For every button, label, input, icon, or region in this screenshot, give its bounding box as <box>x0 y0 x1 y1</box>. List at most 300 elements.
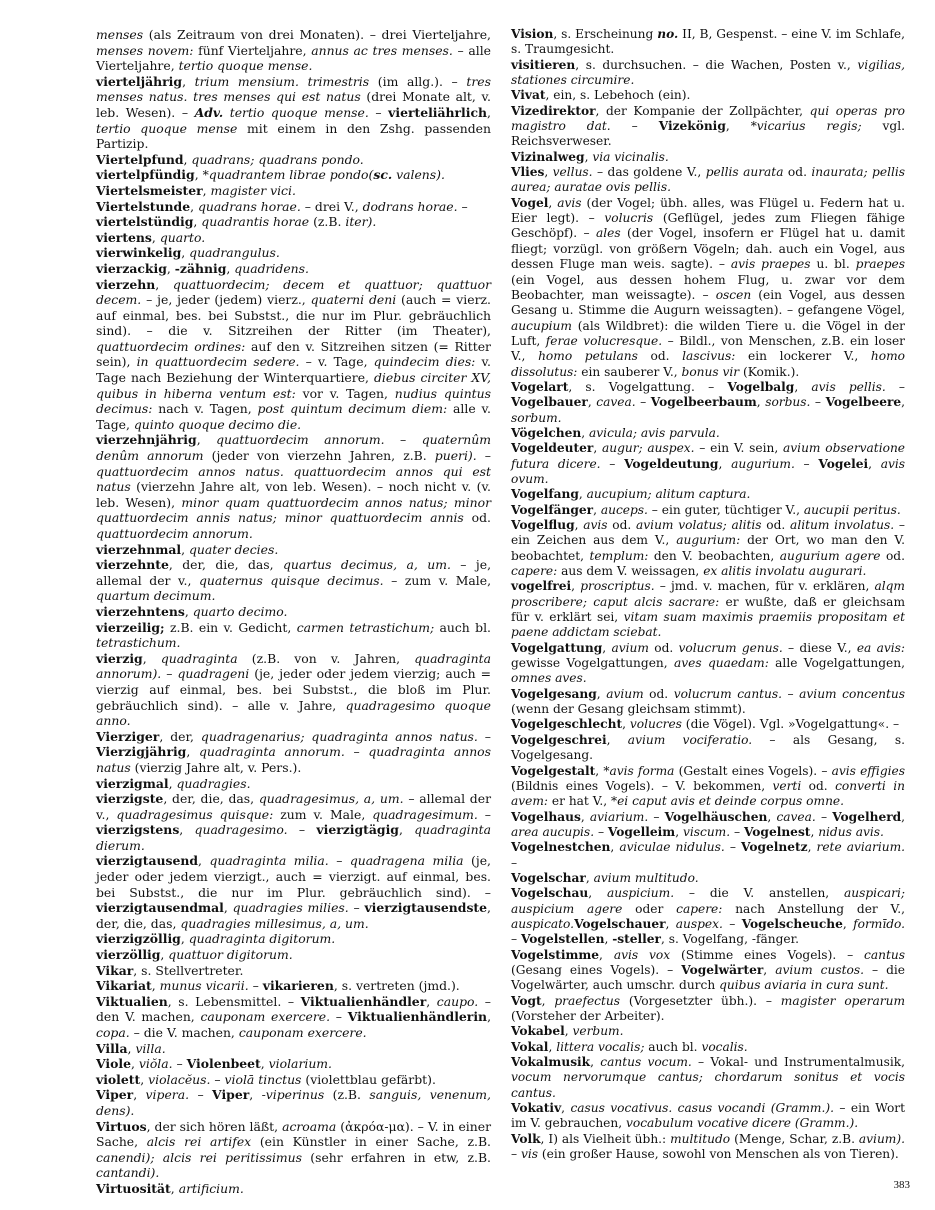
gloss-text: , <box>260 1056 269 1072</box>
latin-term: ex alitis involatu augurari. <box>703 564 867 579</box>
headword: Vogel <box>511 195 549 210</box>
latin-term: ea avis: <box>856 640 905 655</box>
dictionary-entry <box>96 152 491 168</box>
gloss-text: , s. Stellvertreter. <box>133 962 244 978</box>
headword: vierteljährig <box>96 73 183 89</box>
gloss-text: auch bl. <box>434 619 491 635</box>
headword: violett <box>96 1071 141 1087</box>
gloss-text: , <box>179 822 195 838</box>
gloss-text: , <box>584 149 593 164</box>
gloss-text: , <box>574 518 584 532</box>
headword: Vizekönig <box>658 119 726 134</box>
gloss-text: (Vorsteher der Arbeiter). <box>511 1009 665 1023</box>
latin-term: avium observatione futura dicere. <box>511 441 906 471</box>
headword: Viper <box>96 1087 134 1103</box>
gloss-text: – <box>457 198 468 214</box>
dictionary-entry <box>511 518 905 579</box>
headword: Vogelscheuche <box>741 916 843 931</box>
latin-term: quadraginta dierum. <box>96 822 491 853</box>
headword: vierzackig <box>96 260 167 276</box>
headword: vikarieren <box>262 978 334 994</box>
gloss-text: , <box>182 73 195 89</box>
latin-term: via vicinalis. <box>592 149 669 164</box>
headword: Vögelchen <box>511 425 582 440</box>
latin-term: avis pellis. <box>811 379 886 394</box>
gloss-text: , s. Erscheinung <box>553 27 658 41</box>
latin-term: quinto quoque decimo die. <box>133 416 302 432</box>
latin-term: bonus vir <box>681 364 740 379</box>
headword: Vogelstimme <box>511 947 600 962</box>
dictionary-entry <box>511 1024 905 1039</box>
latin-term: valens). <box>392 167 445 183</box>
gloss-text: alle Vogelgattungen, <box>768 656 905 671</box>
gloss-text: – Vokal- und Instrumentalmusik, <box>691 1055 906 1070</box>
latin-term: ferae volucresque. <box>545 333 663 348</box>
gloss-text: – <box>384 432 422 448</box>
gloss-text: – ein guter, tüchtiger V., <box>647 502 804 517</box>
gloss-text: – <box>368 104 389 120</box>
dictionary-entry <box>96 245 491 261</box>
dictionary-entry <box>96 853 491 931</box>
headword: vierzigtausendste <box>364 900 488 916</box>
dictionary-entry <box>511 687 905 718</box>
dictionary-entry <box>96 729 491 776</box>
latin-term: inaurata; pellis aurea; auratae ovis pellis. <box>511 165 906 195</box>
latin-term: caupo. <box>436 993 479 1009</box>
gloss-text: – <box>724 840 742 855</box>
latin-term: quadragesimus quisque: <box>116 806 274 822</box>
gloss-text: – <box>610 119 659 134</box>
latin-term: quadridens. <box>234 260 309 276</box>
latin-term: quadrantis horae <box>201 214 310 230</box>
latin-term: avicula; avis parvula. <box>589 425 720 440</box>
latin-term: volucris <box>604 211 654 226</box>
latin-term: avium vociferatio. <box>627 732 753 747</box>
dictionary-entry <box>96 931 491 947</box>
latin-term: violā tinctus <box>224 1071 302 1087</box>
gloss-text: (als Wildbret): die wilden Tiere u. die Vögel in der Luft, <box>511 318 905 348</box>
latin-term: littera vocalis; <box>556 1039 645 1054</box>
latin-term: alitum involatus. <box>790 518 895 532</box>
headword: vierzigzöllig <box>96 931 181 947</box>
latin-term: quadragesimum. <box>372 806 478 822</box>
gloss-text: – <box>594 824 608 839</box>
dictionary-entry <box>96 214 491 230</box>
latin-term: quadrangulus. <box>189 245 280 261</box>
gloss-text: , <box>675 824 683 839</box>
latin-term: no. <box>657 27 679 41</box>
latin-term: vocabulum vocative dicere (Gramm.). <box>626 1116 859 1131</box>
gloss-text: – <box>348 900 365 916</box>
latin-term: vis <box>520 1147 539 1162</box>
gloss-text: , <box>183 151 192 167</box>
gloss-text: – <box>810 395 826 410</box>
gloss-text: – <box>511 932 521 947</box>
dictionary-entry <box>511 27 905 58</box>
latin-term: quadragesimo quoque anno. <box>96 697 491 729</box>
latin-term: oscen <box>715 287 752 302</box>
gloss-text: , <box>140 1071 149 1087</box>
gloss-text: – als Gesang, s. Vogelgesang. <box>511 732 905 763</box>
dictionary-entry <box>511 165 905 196</box>
headword: Vogelgeschrei <box>511 732 607 747</box>
dictionary-entry <box>511 487 905 502</box>
headword: Vision <box>511 27 554 41</box>
gloss-text: nach v. Tagen, <box>152 401 258 417</box>
gloss-text: (drei Monate alt, v. leb. Wesen). – <box>96 89 491 120</box>
gloss-text: , <box>186 744 199 760</box>
gloss-text: (ἀκρόα-μα). – V. in einer Sache, <box>96 1118 491 1150</box>
dictionary-entry <box>96 167 491 183</box>
gloss-text: gewisse Vogelgattungen, <box>511 656 674 671</box>
dictionary-entry <box>511 88 905 103</box>
latin-term: violacĕus. <box>148 1071 211 1087</box>
latin-term: avium). <box>858 1131 905 1146</box>
gloss-text: od. <box>801 778 836 793</box>
latin-term: *quadrantem librae pondo( <box>202 167 374 183</box>
latin-term: post quintum decimum diem: <box>257 401 448 417</box>
latin-term: quadragenarius; quadraginta annos natus. <box>200 728 478 744</box>
headword: Vogelwärter <box>681 962 764 977</box>
latin-term: menses <box>96 27 144 42</box>
headword: Viertelstunde <box>96 198 191 214</box>
latin-term: violarium. <box>268 1056 332 1072</box>
gloss-text: , <box>184 603 193 619</box>
gloss-text: ein lockerer V., <box>735 349 871 364</box>
gloss-text: , <box>548 195 558 210</box>
headword: Vogelleim <box>607 824 676 839</box>
headword: Vogelart <box>511 379 569 394</box>
latin-term: tertio quoque mense. <box>229 104 369 120</box>
latin-term: augurium. <box>731 456 795 471</box>
latin-term: ales <box>595 226 621 241</box>
gloss-text: , <box>133 1087 146 1103</box>
latin-term: quattuordecim annorum. <box>216 432 385 448</box>
gloss-text: , s. Vogelfang, -fänger. <box>660 932 799 947</box>
gloss-text: vor v. Tagen, <box>295 385 395 401</box>
dictionary-entry <box>511 1132 905 1163</box>
gloss-text: od. <box>463 510 491 526</box>
gloss-text <box>223 105 230 120</box>
headword: Vikariat <box>96 978 152 994</box>
latin-term: munus vicarii. <box>159 978 249 994</box>
dictionary-entry <box>511 58 905 89</box>
gloss-text: (ein großer Hause, sowohl von Menschen als von Tieren). <box>538 1147 899 1162</box>
latin-term: quaterni deni <box>310 292 397 308</box>
gloss-text: , <box>794 379 812 394</box>
headword: vierzehn <box>96 276 156 292</box>
gloss-text: od. <box>880 548 905 563</box>
gloss-text: oder <box>622 901 677 916</box>
gloss-text: – <box>248 978 263 994</box>
gloss-text: (vierzehn Jahre alt, von leb. Wesen). – noch nicht v. (v. leb. Wesen), <box>96 479 491 510</box>
latin-term: carmen tetrastichum; <box>296 619 435 635</box>
latin-term: vocum nervorumque cantus; chordarum sonitus et vocis cantus. <box>511 1070 905 1100</box>
gloss-text: (Bildnis eines Vogels). – V. bekommen, <box>511 778 773 793</box>
latin-term: auspicium. <box>607 886 675 901</box>
dictionary-entry <box>96 1181 491 1197</box>
dictionary-entry <box>96 557 491 604</box>
right-column <box>511 27 905 1162</box>
latin-term: quattuor digitorum. <box>168 947 293 963</box>
gloss-text: , <box>595 763 604 778</box>
gloss-text: (der Vogel, insofern er Flügel hat u. damit fliegt; vorzügl. von größern Vögeln; dah. auch ein Vogel, aus dessen Fluge man weis. sagte). – <box>511 226 905 272</box>
headword: Vlies <box>511 165 545 180</box>
headword: vierzehntens <box>96 603 185 619</box>
gloss-text: , <box>249 1087 262 1103</box>
gloss-text: (der Vogel; übh. alles, was Flügel u. Federn hat u. Eier legt). – <box>511 195 905 226</box>
gloss-text: , <box>604 932 613 947</box>
dictionary-entry <box>96 261 491 277</box>
dictionary-entry <box>511 1101 905 1132</box>
gloss-text: – <box>794 456 819 471</box>
headword: Vierziger <box>96 728 160 744</box>
gloss-text: – <box>287 822 317 838</box>
gloss-text: (ein Vogel, aus dessen hohem Flug, u. zwar vor dem Beobachter, man weissagte). – <box>511 272 905 302</box>
latin-term: quadraginta annorum. <box>198 744 345 760</box>
gloss-text: – zum v. Male, <box>383 572 492 588</box>
gloss-text: – die V. anstellen, <box>674 886 845 901</box>
gloss-text: , <box>190 198 198 214</box>
latin-term: quadraginta annorum). <box>96 650 491 682</box>
latin-term: vigilias, stationes circumire. <box>511 57 905 88</box>
latin-term: templum: <box>589 548 649 563</box>
gloss-text: (Komik.). <box>739 364 800 379</box>
gloss-text: z.B. ein v. Gedicht, <box>164 619 297 635</box>
gloss-text: , <box>767 809 777 824</box>
headword: vierzigtausend <box>96 853 199 869</box>
gloss-text: v. Tage nach Beziehung der Winterquartiere, <box>96 354 491 386</box>
gloss-text: – <box>328 853 350 869</box>
gloss-text: (violettblau gefärbt). <box>301 1071 436 1087</box>
gloss-text: , <box>564 1024 573 1039</box>
latin-term: avium volatus; alitis <box>636 518 762 532</box>
latin-term: lascivus: <box>682 349 736 364</box>
gloss-text: , <box>581 425 590 440</box>
dictionary-entry <box>511 733 905 764</box>
latin-term: cauponam exercere. <box>200 1009 331 1025</box>
latin-term: quarto. <box>159 229 206 245</box>
dictionary-entry <box>511 994 905 1025</box>
headword: vierteliährlich <box>388 104 488 120</box>
latin-term: annus ac tres menses. <box>311 42 453 58</box>
gloss-text: (vierzig Jahre alt, v. Pers.). <box>130 759 302 775</box>
latin-term: quattuordecim ordines: <box>96 338 246 354</box>
gloss-text: – drei V., <box>300 198 363 214</box>
headword: Vogelnestchen <box>511 840 611 855</box>
latin-term: quadraginta digitorum. <box>188 931 336 947</box>
headword: Viktualienhändler <box>300 993 427 1009</box>
latin-term: verbum. <box>572 1024 624 1039</box>
latin-term: artificium. <box>178 1180 244 1196</box>
dictionary-entry <box>96 994 491 1041</box>
latin-term: avium <box>606 686 644 701</box>
gloss-text: , <box>718 456 732 471</box>
latin-term: volucrum cantus. <box>673 686 783 701</box>
latin-term: aviarium. <box>589 809 649 824</box>
gloss-text: od. <box>643 686 674 701</box>
headword: Villa <box>96 1040 128 1056</box>
gloss-text: – ein Zeichen aus dem V., <box>511 518 906 548</box>
gloss-text: , <box>810 824 819 839</box>
latin-term: praepes <box>855 257 906 272</box>
headword: Vogelei <box>818 456 869 471</box>
gloss-text: , <box>487 1009 492 1025</box>
gloss-text: , <box>223 900 233 916</box>
latin-term: pellis aurata <box>705 165 784 180</box>
headword: Viktualienhändlerin <box>347 1009 488 1025</box>
gloss-text: , <box>756 395 766 410</box>
latin-term: quadragesimo. <box>194 822 288 838</box>
gloss-text: – <box>600 456 625 471</box>
dictionary-entry <box>511 948 905 994</box>
gloss-text: (Menge, Schar, z.B. <box>730 1131 859 1146</box>
latin-term: auspicato. <box>511 916 575 931</box>
latin-term: formīdo. <box>853 916 906 931</box>
latin-term: sanguis, venenum, dens). <box>96 1087 491 1118</box>
gloss-text: od. <box>637 349 683 364</box>
headword: Vogelgattung <box>511 640 603 655</box>
gloss-text: , <box>548 1039 557 1054</box>
gloss-text: , <box>196 432 217 448</box>
left-column <box>96 27 491 1197</box>
gloss-text: – <box>885 379 906 394</box>
latin-term: area aucupis. <box>511 824 595 839</box>
gloss-text: , <box>226 260 235 276</box>
headword: Vogelbauer <box>511 395 588 410</box>
latin-term: quadragesimus, a, um. <box>258 791 404 807</box>
gloss-text: er hat V., <box>548 794 611 809</box>
gloss-text: , <box>593 441 602 456</box>
gloss-text: , <box>561 1101 571 1116</box>
gloss-text: ein sauberer V., <box>577 364 682 379</box>
headword: Virtuos <box>96 1118 147 1134</box>
latin-term: praefectus <box>554 993 621 1008</box>
gloss-text: od. <box>783 165 812 180</box>
latin-term: auspex. <box>675 916 723 931</box>
headword: -steller <box>612 932 661 947</box>
gloss-text: , <box>842 916 854 931</box>
gloss-text: , <box>599 947 614 962</box>
dictionary-entry <box>511 717 905 732</box>
headword: Volk <box>511 1131 541 1146</box>
dictionary-entry <box>511 441 905 487</box>
gloss-text: od. <box>607 518 637 532</box>
headword: Vokal <box>511 1039 549 1054</box>
latin-term: in quattuordecim sedere. <box>136 354 300 370</box>
headword: vierzehnmal <box>96 541 182 557</box>
gloss-text: – <box>172 1056 187 1072</box>
gloss-text: – <box>344 744 369 760</box>
gloss-text: , <box>198 853 210 869</box>
dictionary-entry <box>96 1072 491 1088</box>
dictionary-entry <box>96 542 491 558</box>
headword: vierzehnte <box>96 557 169 573</box>
latin-term: sorbus. <box>765 395 811 410</box>
latin-term: sorbum. <box>511 410 562 425</box>
latin-term: *vicarius regis; <box>750 119 862 134</box>
gloss-text: , <box>170 1180 179 1196</box>
dictionary-entry <box>96 432 491 541</box>
latin-term: quadragies milies. <box>232 900 349 916</box>
headword: Vokabel <box>511 1024 565 1039</box>
gloss-text: , <box>398 822 415 838</box>
gloss-text: – ein Wort im V. gebrauchen, <box>511 1101 906 1131</box>
latin-term: vellus. <box>552 165 593 180</box>
latin-term: quaternus quisque decimus. <box>198 572 384 588</box>
dictionary-entry <box>511 641 905 687</box>
gloss-text: , <box>580 809 590 824</box>
headword: Vogelherd <box>832 809 902 824</box>
gloss-text: , <box>588 886 607 901</box>
latin-term: quater decies. <box>189 541 279 557</box>
latin-term: villa. <box>135 1040 166 1056</box>
dictionary-entry <box>511 426 905 441</box>
headword: Vogelgesang <box>511 686 597 701</box>
headword: Vierzigjährig <box>96 744 187 760</box>
latin-term: multitudo <box>670 1131 731 1146</box>
latin-term: quartum decimum. <box>96 588 216 604</box>
headword: Vogelbeerbaum <box>650 395 757 410</box>
latin-term: magister vici. <box>210 182 296 198</box>
headword: Vizinalweg <box>511 149 585 164</box>
gloss-text: – ein V. sein, <box>694 441 784 456</box>
gloss-text: – <box>477 728 491 744</box>
latin-term: cantus <box>864 947 905 962</box>
latin-term: avium custos. <box>775 962 864 977</box>
latin-term: quarto decimo. <box>192 603 288 619</box>
latin-term: quattuordecim annorum. <box>96 526 253 541</box>
gloss-text: (Gestalt eines Vogels). – <box>674 763 832 778</box>
gloss-text: , <box>763 962 776 977</box>
latin-term: -viperinus <box>261 1087 325 1103</box>
gloss-text: – jmd. v. machen, für v. erklären, <box>654 579 875 594</box>
headword: Vogelbeere <box>825 395 902 410</box>
latin-term: magister operarum <box>780 993 906 1008</box>
gloss-text: , <box>151 229 160 245</box>
gloss-text: , <box>606 732 628 747</box>
headword: Vogelhaus <box>511 809 581 824</box>
dictionary-entry <box>96 199 491 215</box>
page-number: 383 <box>893 1179 910 1191</box>
gloss-text: – <box>161 666 178 682</box>
gloss-text: , <box>142 650 161 666</box>
gloss-text: (jeder von vierzehn Jahren, z.B. <box>203 448 435 464</box>
latin-term: vipera. <box>145 1087 190 1103</box>
latin-term: avis praepes <box>730 257 811 272</box>
gloss-text: (als Zeitraum von drei Monaten). – drei Vierteljahre, <box>143 27 491 42</box>
latin-term: tetrastichum. <box>96 635 181 651</box>
latin-term: capere: <box>511 564 558 579</box>
headword: vierwinkelig <box>96 245 182 261</box>
gloss-text: – Bildl., von Menschen, z.B. ein loser V., <box>511 333 905 364</box>
dictionary-entry <box>511 886 905 947</box>
gloss-text: , der sich hören läßt, <box>146 1118 283 1134</box>
headword: Vogelgestalt <box>511 763 596 778</box>
gloss-text: , <box>585 870 594 885</box>
gloss-text: – je, jeder (jedem) vierz., <box>141 292 311 308</box>
latin-term: tertio quoque mense <box>96 120 238 136</box>
dictionary-entry <box>511 196 905 380</box>
gloss-text: – <box>330 1009 348 1025</box>
gloss-text: alle v. Tage, <box>96 401 491 432</box>
gloss-text: nach Anstellung der V., <box>722 901 905 916</box>
gloss-text: (sehr erfahren in etw, z.B. <box>302 1149 491 1165</box>
headword: Vogelflug <box>511 518 575 532</box>
latin-term: augur; auspex. <box>601 441 695 456</box>
latin-term: homo petulans <box>538 349 638 364</box>
dictionary-entry <box>96 963 491 979</box>
